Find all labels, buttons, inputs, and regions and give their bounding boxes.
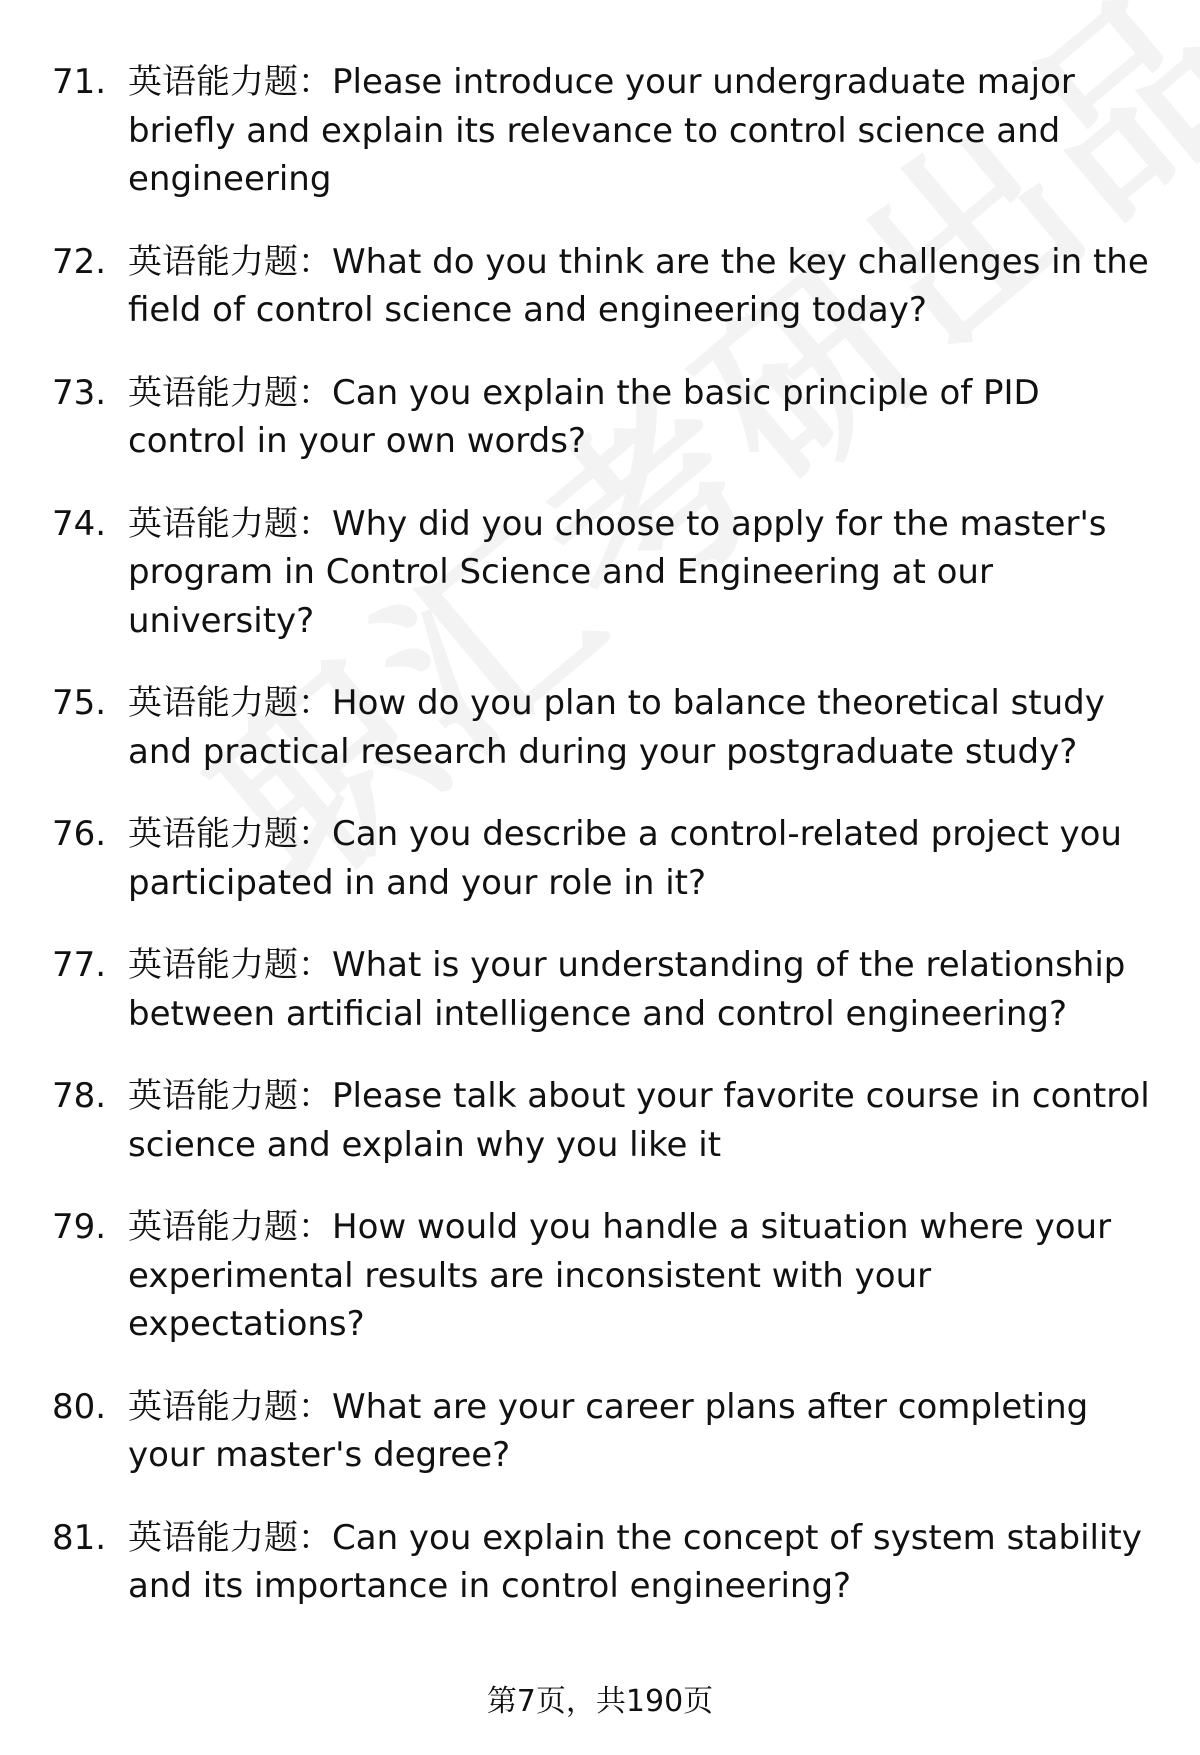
question-body — [128, 941, 1162, 1038]
question-tag: 英语能力题： — [128, 62, 332, 102]
question-number: 80. — [52, 1386, 107, 1427]
question-text: Please talk about your favorite course in control science and explain why you like it — [128, 1076, 1150, 1165]
question-number: 71. — [52, 62, 107, 102]
question-tag: 英语能力题： — [128, 1386, 332, 1427]
question-number: 75. — [52, 683, 107, 723]
question-item — [52, 941, 1162, 1038]
question-tag: 英语能力题： — [128, 945, 332, 985]
question-item — [52, 1514, 1162, 1611]
question-text: Can you describe a control-related project you participated in and your role in it? — [128, 814, 1122, 903]
question-item — [52, 238, 1162, 335]
question-item — [52, 1072, 1162, 1169]
question-number: 79. — [52, 1207, 107, 1247]
question-text: Why did you choose to apply for the master's program in Control Science and Engineering at our university? — [128, 503, 1107, 641]
question-body — [128, 369, 1162, 466]
question-number: 81. — [52, 1517, 107, 1558]
question-text: How would you handle a situation where your experimental results are inconsistent with your expectations? — [128, 1207, 1112, 1344]
question-text: What are your career plans after completing your master's degree? — [128, 1386, 1089, 1475]
question-body — [128, 1383, 1162, 1480]
question-number: 72. — [52, 241, 107, 282]
question-body — [128, 58, 1162, 204]
question-text: How do you plan to balance theoretical study and practical research during your postgraduate study? — [128, 683, 1105, 772]
question-tag: 英语能力题： — [128, 503, 332, 544]
question-body — [128, 500, 1162, 646]
question-text: Can you explain the concept of system stability and its importance in control engineering? — [128, 1517, 1142, 1606]
question-number: 74. — [52, 503, 107, 544]
question-text: What do you think are the key challenges in the field of control science and engineering today? — [128, 241, 1149, 330]
question-body — [128, 810, 1162, 907]
question-body — [128, 679, 1162, 776]
question-text: What is your understanding of the relationship between artificial intelligence and control engineering? — [128, 945, 1126, 1034]
question-body — [128, 1072, 1162, 1169]
question-tag: 英语能力题： — [128, 241, 332, 282]
question-number: 76. — [52, 814, 107, 854]
question-number: 78. — [52, 1076, 107, 1116]
question-item — [52, 679, 1162, 776]
question-number: 77. — [52, 945, 107, 985]
question-body — [128, 238, 1162, 335]
question-tag: 英语能力题： — [128, 683, 332, 723]
question-item — [52, 369, 1162, 466]
question-text: Please introduce your undergraduate major briefly and explain its relevance to control science and engineering — [128, 62, 1075, 199]
question-number: 73. — [52, 372, 107, 413]
question-item — [52, 58, 1162, 204]
question-tag: 英语能力题： — [128, 372, 332, 413]
question-body — [128, 1203, 1162, 1349]
question-item — [52, 1383, 1162, 1480]
question-tag: 英语能力题： — [128, 1207, 332, 1247]
question-tag: 英语能力题： — [128, 1517, 332, 1558]
question-text: Can you explain the basic principle of PID control in your own words? — [128, 372, 1040, 461]
question-list — [52, 58, 1162, 1645]
question-tag: 英语能力题： — [128, 814, 332, 854]
question-tag: 英语能力题： — [128, 1076, 332, 1116]
question-item — [52, 1203, 1162, 1349]
question-body — [128, 1514, 1162, 1611]
page-footer: 第7页，共190页 — [486, 1684, 714, 1719]
question-item — [52, 500, 1162, 646]
question-item — [52, 810, 1162, 907]
